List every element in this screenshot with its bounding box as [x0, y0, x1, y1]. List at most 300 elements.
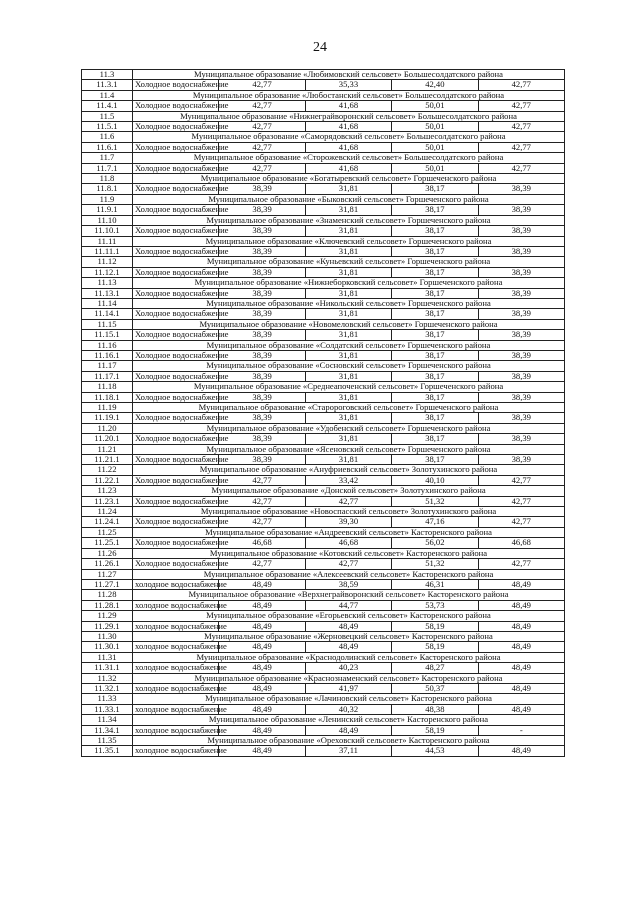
- municipality-name: Муниципальное образование «Ключевский сельсовет» Горшеченского района: [133, 236, 565, 246]
- tariff-value: 31,81: [305, 309, 391, 319]
- row-code: 11.4: [82, 90, 133, 100]
- tariff-value: 42,77: [219, 80, 305, 90]
- tariff-value: 38,17: [392, 413, 478, 423]
- tariff-row: [82, 600, 565, 610]
- tariff-value: 42,77: [219, 101, 305, 111]
- municipality-heading-row: [82, 631, 565, 641]
- tariff-value: 42,77: [478, 517, 564, 527]
- tariff-row: [82, 683, 565, 693]
- service-label: холодное водоснабжение: [133, 725, 219, 735]
- tariff-value: 47,16: [392, 517, 478, 527]
- row-code: 11.34.1: [82, 725, 133, 735]
- row-code: 11.32: [82, 673, 133, 683]
- tariff-value: 40,23: [305, 663, 391, 673]
- tariff-value: 38,39: [478, 184, 564, 194]
- service-label: Холодное водоснабжение: [133, 475, 219, 485]
- tariff-row: [82, 309, 565, 319]
- service-label: Холодное водоснабжение: [133, 559, 219, 569]
- municipality-heading-row: [82, 715, 565, 725]
- tariff-value: 42,77: [219, 163, 305, 173]
- row-code: 11.19: [82, 403, 133, 413]
- tariff-value: 48,49: [478, 704, 564, 714]
- tariff-value: 48,38: [392, 704, 478, 714]
- tariff-value: 31,81: [305, 288, 391, 298]
- tariff-value: 38,39: [478, 267, 564, 277]
- row-code: 11.6.1: [82, 142, 133, 152]
- service-label: холодное водоснабжение: [133, 621, 219, 631]
- row-code: 11.17.1: [82, 371, 133, 381]
- row-code: 11.3.1: [82, 80, 133, 90]
- municipality-heading-row: [82, 361, 565, 371]
- service-label: холодное водоснабжение: [133, 642, 219, 652]
- tariff-value: 38,39: [219, 330, 305, 340]
- tariff-value: 41,68: [305, 122, 391, 132]
- row-code: 11.9.1: [82, 205, 133, 215]
- municipality-name: Муниципальное образование «Краснодолинский сельсовет» Касторенского района: [133, 652, 565, 662]
- tariff-row: [82, 288, 565, 298]
- tariff-value: 48,49: [219, 642, 305, 652]
- tariff-value: 51,32: [392, 496, 478, 506]
- municipality-heading-row: [82, 486, 565, 496]
- service-label: Холодное водоснабжение: [133, 330, 219, 340]
- municipality-heading-row: [82, 340, 565, 350]
- municipality-heading-row: [82, 694, 565, 704]
- tariff-value: 48,49: [478, 600, 564, 610]
- service-label: холодное водоснабжение: [133, 683, 219, 693]
- tariff-value: 40,10: [392, 475, 478, 485]
- tariff-value: 48,49: [478, 642, 564, 652]
- row-code: 11.28.1: [82, 600, 133, 610]
- row-code: 11.33.1: [82, 704, 133, 714]
- row-code: 11.19.1: [82, 413, 133, 423]
- municipality-name: Муниципальное образование «Куньевский сельсовет» Горшеченского района: [133, 257, 565, 267]
- row-code: 11.16.1: [82, 350, 133, 360]
- tariff-value: 38,39: [219, 267, 305, 277]
- row-code: 11.34: [82, 715, 133, 725]
- municipality-heading-row: [82, 403, 565, 413]
- row-code: 11.20: [82, 423, 133, 433]
- tariff-value: 42,77: [219, 517, 305, 527]
- service-label: Холодное водоснабжение: [133, 184, 219, 194]
- tariff-value: 31,81: [305, 413, 391, 423]
- tariff-value: 38,39: [219, 309, 305, 319]
- tariff-value: 42,77: [305, 559, 391, 569]
- tariff-value: 38,39: [478, 205, 564, 215]
- tariff-value: 38,39: [478, 288, 564, 298]
- municipality-name: Муниципальное образование «Ореховский сельсовет» Касторенского района: [133, 736, 565, 746]
- municipality-heading-row: [82, 736, 565, 746]
- tariff-value: 58,19: [392, 621, 478, 631]
- tariff-value: 38,39: [478, 330, 564, 340]
- row-code: 11.11: [82, 236, 133, 246]
- service-label: Холодное водоснабжение: [133, 538, 219, 548]
- row-code: 11.32.1: [82, 683, 133, 693]
- tariff-value: 38,17: [392, 184, 478, 194]
- service-label: Холодное водоснабжение: [133, 455, 219, 465]
- tariff-value: 38,17: [392, 455, 478, 465]
- municipality-heading-row: [82, 236, 565, 246]
- row-code: 11.28: [82, 590, 133, 600]
- tariff-row: [82, 538, 565, 548]
- tariff-value: 41,68: [305, 142, 391, 152]
- municipality-name: Муниципальное образование «Сосновский сельсовет» Горшеченского района: [133, 361, 565, 371]
- service-label: Холодное водоснабжение: [133, 496, 219, 506]
- tariff-row: [82, 725, 565, 735]
- tariff-value: 50,01: [392, 101, 478, 111]
- row-code: 11.10.1: [82, 226, 133, 236]
- tariff-row: [82, 621, 565, 631]
- row-code: 11.8.1: [82, 184, 133, 194]
- tariff-value: 58,19: [392, 725, 478, 735]
- tariff-value: 42,77: [478, 163, 564, 173]
- tariff-value: 31,81: [305, 350, 391, 360]
- municipality-name: Муниципальное образование «Любимовский сельсовет» Большесолдатского района: [133, 70, 565, 80]
- tariff-value: 38,39: [219, 371, 305, 381]
- tariff-value: 38,39: [219, 184, 305, 194]
- tariff-value: 38,17: [392, 309, 478, 319]
- municipality-name: Муниципальное образование «Егорьевский сельсовет» Касторенского района: [133, 611, 565, 621]
- tariff-value: 48,49: [219, 725, 305, 735]
- tariff-value: 38,39: [478, 392, 564, 402]
- row-code: 11.26: [82, 548, 133, 558]
- municipality-name: Муниципальное образование «Верхнеграйворонский сельсовет» Касторенского района: [133, 590, 565, 600]
- tariff-value: 48,49: [305, 621, 391, 631]
- tariff-row: [82, 163, 565, 173]
- tariff-value: 38,39: [219, 455, 305, 465]
- municipality-name: Муниципальное образование «Никольский сельсовет» Горшеченского района: [133, 298, 565, 308]
- tariff-row: [82, 371, 565, 381]
- tariff-value: 38,39: [219, 246, 305, 256]
- tariff-value: 37,11: [305, 746, 391, 756]
- municipality-name: Муниципальное образование «Богатыревский сельсовет» Горшеченского района: [133, 174, 565, 184]
- tariff-value: 38,17: [392, 434, 478, 444]
- municipality-name: Муниципальное образование «Новомеловский сельсовет» Горшеченского района: [133, 319, 565, 329]
- service-label: Холодное водоснабжение: [133, 101, 219, 111]
- tariff-row: [82, 205, 565, 215]
- row-code: 11.23.1: [82, 496, 133, 506]
- row-code: 11.22.1: [82, 475, 133, 485]
- tariff-value: 31,81: [305, 392, 391, 402]
- municipality-heading-row: [82, 132, 565, 142]
- tariff-row: [82, 330, 565, 340]
- tariff-value: 38,39: [478, 371, 564, 381]
- tariff-value: 42,40: [392, 80, 478, 90]
- row-code: 11.24.1: [82, 517, 133, 527]
- tariff-value: 42,77: [478, 496, 564, 506]
- tariff-value: 41,97: [305, 683, 391, 693]
- row-code: 11.26.1: [82, 559, 133, 569]
- row-code: 11.4.1: [82, 101, 133, 111]
- service-label: Холодное водоснабжение: [133, 142, 219, 152]
- row-code: 11.11.1: [82, 246, 133, 256]
- tariff-value: 40,32: [305, 704, 391, 714]
- municipality-heading-row: [82, 611, 565, 621]
- municipality-name: Муниципальное образование «Саморядовский сельсовет» Большесолдатского района: [133, 132, 565, 142]
- tariff-value: 31,81: [305, 455, 391, 465]
- row-code: 11.21: [82, 444, 133, 454]
- tariff-value: 38,39: [478, 309, 564, 319]
- municipality-heading-row: [82, 90, 565, 100]
- tariff-value: 31,81: [305, 371, 391, 381]
- tariff-row: [82, 267, 565, 277]
- service-label: Холодное водоснабжение: [133, 288, 219, 298]
- row-code: 11.17: [82, 361, 133, 371]
- tariff-value: 38,17: [392, 267, 478, 277]
- service-label: Холодное водоснабжение: [133, 246, 219, 256]
- tariff-row: [82, 122, 565, 132]
- row-code: 11.5.1: [82, 122, 133, 132]
- tariff-row: [82, 434, 565, 444]
- municipality-name: Муниципальное образование «Старороговский сельсовет» Горшеченского района: [133, 403, 565, 413]
- tariff-value: 50,01: [392, 163, 478, 173]
- tariff-value: 38,59: [305, 579, 391, 589]
- row-code: 11.21.1: [82, 455, 133, 465]
- tariff-value: 42,77: [478, 101, 564, 111]
- municipality-name: Муниципальное образование «Донской сельсовет» Золотухинского района: [133, 486, 565, 496]
- tariff-value: 42,77: [478, 559, 564, 569]
- row-code: 11.30.1: [82, 642, 133, 652]
- tariff-value: 38,39: [478, 226, 564, 236]
- tariff-table: [81, 69, 565, 757]
- row-code: 11.23: [82, 486, 133, 496]
- tariff-value: 48,49: [478, 663, 564, 673]
- municipality-heading-row: [82, 569, 565, 579]
- row-code: 11.6: [82, 132, 133, 142]
- municipality-heading-row: [82, 444, 565, 454]
- tariff-value: 48,49: [219, 579, 305, 589]
- service-label: Холодное водоснабжение: [133, 80, 219, 90]
- row-code: 11.30: [82, 631, 133, 641]
- tariff-value: 46,68: [305, 538, 391, 548]
- municipality-heading-row: [82, 590, 565, 600]
- row-code: 11.14.1: [82, 309, 133, 319]
- row-code: 11.35: [82, 736, 133, 746]
- tariff-value: 39,30: [305, 517, 391, 527]
- tariff-row: [82, 226, 565, 236]
- row-code: 11.27: [82, 569, 133, 579]
- municipality-heading-row: [82, 319, 565, 329]
- service-label: холодное водоснабжение: [133, 600, 219, 610]
- tariff-value: 31,81: [305, 267, 391, 277]
- tariff-value: 48,49: [478, 621, 564, 631]
- service-label: Холодное водоснабжение: [133, 226, 219, 236]
- municipality-name: Муниципальное образование «Андреевский сельсовет» Касторенского района: [133, 527, 565, 537]
- row-code: 11.3: [82, 70, 133, 80]
- tariff-value: 38,39: [478, 350, 564, 360]
- tariff-row: [82, 246, 565, 256]
- row-code: 11.12.1: [82, 267, 133, 277]
- municipality-heading-row: [82, 298, 565, 308]
- tariff-row: [82, 80, 565, 90]
- row-code: 11.25.1: [82, 538, 133, 548]
- tariff-value: 42,77: [219, 559, 305, 569]
- row-code: 11.20.1: [82, 434, 133, 444]
- municipality-name: Муниципальное образование «Сторожевский сельсовет» Большесолдатского района: [133, 153, 565, 163]
- tariff-value: 48,49: [305, 725, 391, 735]
- municipality-name: Муниципальное образование «Быковский сельсовет» Горшеченского района: [133, 194, 565, 204]
- tariff-value: 53,73: [392, 600, 478, 610]
- municipality-heading-row: [82, 527, 565, 537]
- tariff-value: 38,39: [219, 205, 305, 215]
- row-code: 11.29.1: [82, 621, 133, 631]
- municipality-heading-row: [82, 111, 565, 121]
- tariff-row: [82, 559, 565, 569]
- service-label: Холодное водоснабжение: [133, 163, 219, 173]
- municipality-name: Муниципальное образование «Нижнеграйворонский сельсовет» Большесолдатского района: [133, 111, 565, 121]
- tariff-value: 31,81: [305, 205, 391, 215]
- service-label: Холодное водоснабжение: [133, 434, 219, 444]
- tariff-value: -: [478, 725, 564, 735]
- tariff-row: [82, 392, 565, 402]
- tariff-value: 38,17: [392, 205, 478, 215]
- tariff-value: 58,19: [392, 642, 478, 652]
- tariff-value: 42,77: [478, 122, 564, 132]
- tariff-value: 38,39: [219, 434, 305, 444]
- tariff-value: 42,77: [219, 142, 305, 152]
- municipality-heading-row: [82, 70, 565, 80]
- tariff-row: [82, 517, 565, 527]
- tariff-value: 38,39: [478, 413, 564, 423]
- row-code: 11.25: [82, 527, 133, 537]
- municipality-heading-row: [82, 215, 565, 225]
- service-label: Холодное водоснабжение: [133, 309, 219, 319]
- tariff-value: 48,27: [392, 663, 478, 673]
- tariff-value: 42,77: [305, 496, 391, 506]
- page-number: 24: [313, 40, 327, 55]
- tariff-value: 44,77: [305, 600, 391, 610]
- service-label: Холодное водоснабжение: [133, 413, 219, 423]
- row-code: 11.13: [82, 278, 133, 288]
- tariff-value: 48,49: [478, 683, 564, 693]
- tariff-row: [82, 101, 565, 111]
- tariff-value: 35,33: [305, 80, 391, 90]
- row-code: 11.29: [82, 611, 133, 621]
- row-code: 11.7: [82, 153, 133, 163]
- tariff-value: 50,01: [392, 142, 478, 152]
- tariff-value: 33,42: [305, 475, 391, 485]
- municipality-heading-row: [82, 153, 565, 163]
- tariff-row: [82, 642, 565, 652]
- tariff-value: 56,02: [392, 538, 478, 548]
- row-code: 11.12: [82, 257, 133, 267]
- tariff-value: 51,32: [392, 559, 478, 569]
- tariff-value: 41,68: [305, 163, 391, 173]
- tariff-value: 42,77: [219, 475, 305, 485]
- tariff-value: 50,01: [392, 122, 478, 132]
- municipality-name: Муниципальное образование «Краснознаменский сельсовет» Касторенского района: [133, 673, 565, 683]
- tariff-value: 38,39: [219, 350, 305, 360]
- tariff-row: [82, 663, 565, 673]
- tariff-value: 31,81: [305, 246, 391, 256]
- row-code: 11.15.1: [82, 330, 133, 340]
- service-label: Холодное водоснабжение: [133, 517, 219, 527]
- tariff-value: 48,49: [478, 746, 564, 756]
- row-code: 11.16: [82, 340, 133, 350]
- tariff-row: [82, 350, 565, 360]
- row-code: 11.5: [82, 111, 133, 121]
- tariff-value: 42,77: [478, 475, 564, 485]
- municipality-heading-row: [82, 652, 565, 662]
- tariff-row: [82, 496, 565, 506]
- service-label: Холодное водоснабжение: [133, 205, 219, 215]
- row-code: 11.24: [82, 507, 133, 517]
- row-code: 11.8: [82, 174, 133, 184]
- tariff-value: 38,39: [478, 434, 564, 444]
- tariff-value: 46,68: [219, 538, 305, 548]
- tariff-value: 38,17: [392, 350, 478, 360]
- municipality-name: Муниципальное образование «Ануфриевский сельсовет» Золотухинского района: [133, 465, 565, 475]
- municipality-heading-row: [82, 507, 565, 517]
- municipality-name: Муниципальное образование «Котовский сельсовет» Касторенского района: [133, 548, 565, 558]
- tariff-value: 38,39: [219, 226, 305, 236]
- tariff-value: 46,31: [392, 579, 478, 589]
- tariff-row: [82, 704, 565, 714]
- tariff-value: 42,77: [219, 496, 305, 506]
- tariff-value: 50,37: [392, 683, 478, 693]
- row-code: 11.14: [82, 298, 133, 308]
- municipality-name: Муниципальное образование «Удобенский сельсовет» Горшеченского района: [133, 423, 565, 433]
- tariff-value: 46,68: [478, 538, 564, 548]
- municipality-heading-row: [82, 465, 565, 475]
- municipality-heading-row: [82, 194, 565, 204]
- municipality-name: Муниципальное образование «Ясеновский сельсовет» Горшеченского района: [133, 444, 565, 454]
- service-label: Холодное водоснабжение: [133, 122, 219, 132]
- tariff-value: 38,39: [478, 246, 564, 256]
- row-code: 11.33: [82, 694, 133, 704]
- tariff-value: 31,81: [305, 330, 391, 340]
- tariff-value: 31,81: [305, 434, 391, 444]
- tariff-value: 48,49: [478, 579, 564, 589]
- tariff-value: 31,81: [305, 226, 391, 236]
- tariff-value: 42,77: [478, 142, 564, 152]
- municipality-heading-row: [82, 548, 565, 558]
- municipality-name: Муниципальное образование «Нижнеборковский сельсовет» Горшеченского района: [133, 278, 565, 288]
- municipality-heading-row: [82, 382, 565, 392]
- tariff-value: 48,49: [219, 663, 305, 673]
- row-code: 11.31.1: [82, 663, 133, 673]
- tariff-value: 38,17: [392, 371, 478, 381]
- tariff-value: 44,53: [392, 746, 478, 756]
- tariff-value: 38,17: [392, 392, 478, 402]
- tariff-value: 31,81: [305, 184, 391, 194]
- tariff-row: [82, 413, 565, 423]
- municipality-name: Муниципальное образование «Среднеапоченский сельсовет» Горшеченского района: [133, 382, 565, 392]
- tariff-value: 41,68: [305, 101, 391, 111]
- tariff-value: 38,17: [392, 226, 478, 236]
- service-label: Холодное водоснабжение: [133, 371, 219, 381]
- row-code: 11.13.1: [82, 288, 133, 298]
- tariff-row: [82, 475, 565, 485]
- municipality-name: Муниципальное образование «Знаменский сельсовет» Горшеченского района: [133, 215, 565, 225]
- row-code: 11.15: [82, 319, 133, 329]
- row-code: 11.9: [82, 194, 133, 204]
- tariff-value: 38,17: [392, 246, 478, 256]
- service-label: Холодное водоснабжение: [133, 392, 219, 402]
- tariff-value: 42,77: [219, 122, 305, 132]
- municipality-name: Муниципальное образование «Лачиновский сельсовет» Касторенского района: [133, 694, 565, 704]
- service-label: холодное водоснабжение: [133, 579, 219, 589]
- tariff-row: [82, 455, 565, 465]
- tariff-value: 38,17: [392, 288, 478, 298]
- row-code: 11.22: [82, 465, 133, 475]
- row-code: 11.27.1: [82, 579, 133, 589]
- row-code: 11.18: [82, 382, 133, 392]
- tariff-value: 38,39: [219, 413, 305, 423]
- municipality-heading-row: [82, 423, 565, 433]
- municipality-name: Муниципальное образование «Жерновецкий сельсовет» Касторенского района: [133, 631, 565, 641]
- tariff-value: 48,49: [305, 642, 391, 652]
- municipality-heading-row: [82, 174, 565, 184]
